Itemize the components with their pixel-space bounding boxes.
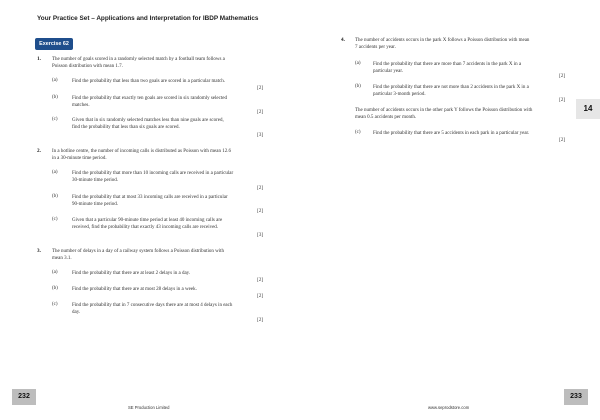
question-4-number: 4. [341,37,345,43]
question-1a-marks: [2] [257,86,263,91]
question-4c-text: Find the probability that there are 5 accidents in each park in a particular year. [373,131,530,136]
question-3b-label: (b) [52,286,58,291]
question-4-continuation: The number of accidents occurs in the other park Y follows the Poisson distribution with mean 0.5 accidents per month. [355,108,533,121]
question-3-number: 3. [37,248,41,254]
page-number-right: 233 [564,389,588,405]
question-3a-label: (a) [52,270,58,275]
question-1b-text: Find the probability that exactly ten goals are scored in six randomly selected matches. [72,96,227,109]
question-4-stem: The number of accidents occurs in the park X follows a Poisson distribution with mean 7 accidents per year. [355,38,530,51]
question-4b-marks: [2] [559,98,565,103]
question-4b-label: (b) [355,84,361,89]
chapter-tab: 14 [576,99,600,119]
question-1-number: 1. [37,56,41,62]
footer-website: www.seprodstore.com [428,405,470,410]
question-3-stem: The number of delays in a day of a railway system follows a Poisson distribution with mean 3.1. [52,249,225,262]
question-2c-text: Given that a particular 90-minute time period at least 40 incoming calls are received, find the probability that exactly 43 incoming calls are received. [72,218,223,231]
question-3c-marks: [2] [257,318,263,323]
question-2b-label: (b) [52,194,58,199]
question-2a-label: (a) [52,170,58,175]
question-1c-marks: [3] [257,133,263,138]
question-1b-label: (b) [52,95,58,100]
question-1b-marks: [2] [257,110,263,115]
question-3b-marks: [2] [257,294,263,299]
question-2b-marks: [2] [257,209,263,214]
question-2c-label: (c) [52,217,58,222]
question-1a-text: Find the probability that less than two goals are scored in a particular match. [72,79,226,84]
page-number-left: 232 [12,389,36,405]
question-4a-label: (a) [355,61,361,66]
question-2-number: 2. [37,148,41,154]
question-4b-text: Find the probability that there are not more than 2 accidents in the park X in a particular 3-month period. [373,85,529,98]
question-4a-marks: [2] [559,74,565,79]
running-head: Your Practice Set – Applications and Interpretation for IBDP Mathematics [37,15,259,22]
question-4c-marks: [2] [559,138,565,143]
question-4a-text: Find the probability that there are more than 7 accidents in the park X in a particular year. [373,62,522,75]
question-2b-text: Find the probability that at most 33 incoming calls are received in a particular 90-minute time period. [72,195,228,208]
question-2c-marks: [3] [257,233,263,238]
question-2-stem: In a hotline centre, the number of incoming calls is distributed as Poisson with mean 12.6 in a 30-minute time period. [52,149,231,162]
question-3c-text: Find the probability that in 7 consecutive days there are at most 4 delays in each day. [72,303,233,316]
question-3c-label: (c) [52,302,58,307]
question-1a-label: (a) [52,78,58,83]
question-4c-label: (c) [355,130,361,135]
question-3b-text: Find the probability that there are at most 28 delays in a week. [72,287,197,292]
question-2a-marks: [2] [257,186,263,191]
question-1-stem: The number of goals scored in a randomly selected match by a football team follows a Poisson distribution with mean 1.7. [52,57,225,70]
footer-publisher: SE Production Limited [128,405,170,410]
exercise-label: Exercise 62 [35,38,73,50]
question-1c-label: (c) [52,117,58,122]
question-3a-marks: [2] [257,278,263,283]
question-1c-text: Given that in six randomly selected matches less than nine goals are scored, find the probability that less than six goals are scored. [72,118,224,131]
question-2a-text: Find the probability that more than 10 incoming calls are received in a particular 30-minute time period. [72,171,234,184]
question-3a-text: Find the probability that there are at least 2 delays in a day. [72,271,191,276]
